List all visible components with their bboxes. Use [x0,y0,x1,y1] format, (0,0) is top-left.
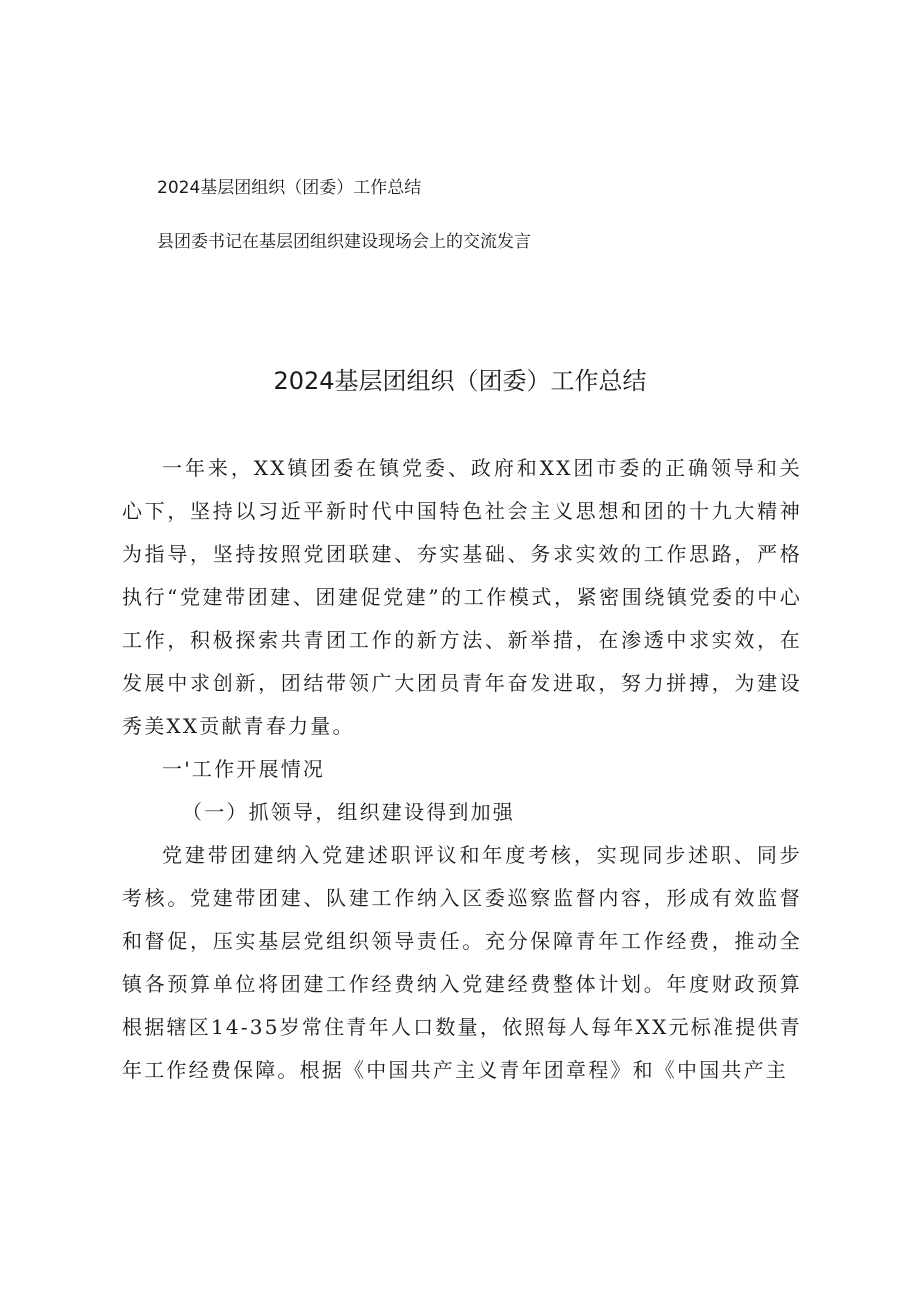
subsection-heading-leadership: （一）抓领导，组织建设得到加强 [182,800,515,824]
body-paragraph-leadership: 党建带团建纳入党建述职评议和年度考核，实现同步述职、同步考核。党建带团建、队建工作纳入区委巡察监督内容，形成有效监督和督促，压实基层党组织领导责任。充分保障青年工作经费，推动全镇各预算单位将团建工作经费纳入党建经费整体计划。年度财政预算根据辖区14-35岁常住青年人口数量，依照每人每年XX元标准提供青年工作经费保障。根据《中国共产主义青年团章程》和《中国共产主 [122,843,802,1082]
table-of-contents [157,176,777,284]
toc-item-exchange-speech[interactable]: 县团委书记在基层团组织建设现场会上的交流发言 [157,232,531,252]
intro-paragraph: 一年来，XX镇团委在镇党委、政府和XX团市委的正确领导和关心下，坚持以习近平新时代中国特色社会主义思想和团的十九大精神为指导，坚持按照党团联建、夯实基础、务求实效的工作思路，严格执行“党建带团建、团建促党建”的工作模式，紧密围绕镇党委的中心工作，积极探索共青团工作的新方法、新举措，在渗透中求实效，在发展中求创新，团结带领广大团员青年奋发进取，努力拼搏，为建设秀美XX贡献青春力量。 [122,456,802,738]
document-title: 2024基层团组织（团委）工作总结 [273,367,647,395]
document-body [122,447,802,1092]
section-heading-work-progress: 一'工作开展情况 [162,757,326,781]
toc-item-work-summary[interactable]: 2024基层团组织（团委）工作总结 [157,178,422,198]
